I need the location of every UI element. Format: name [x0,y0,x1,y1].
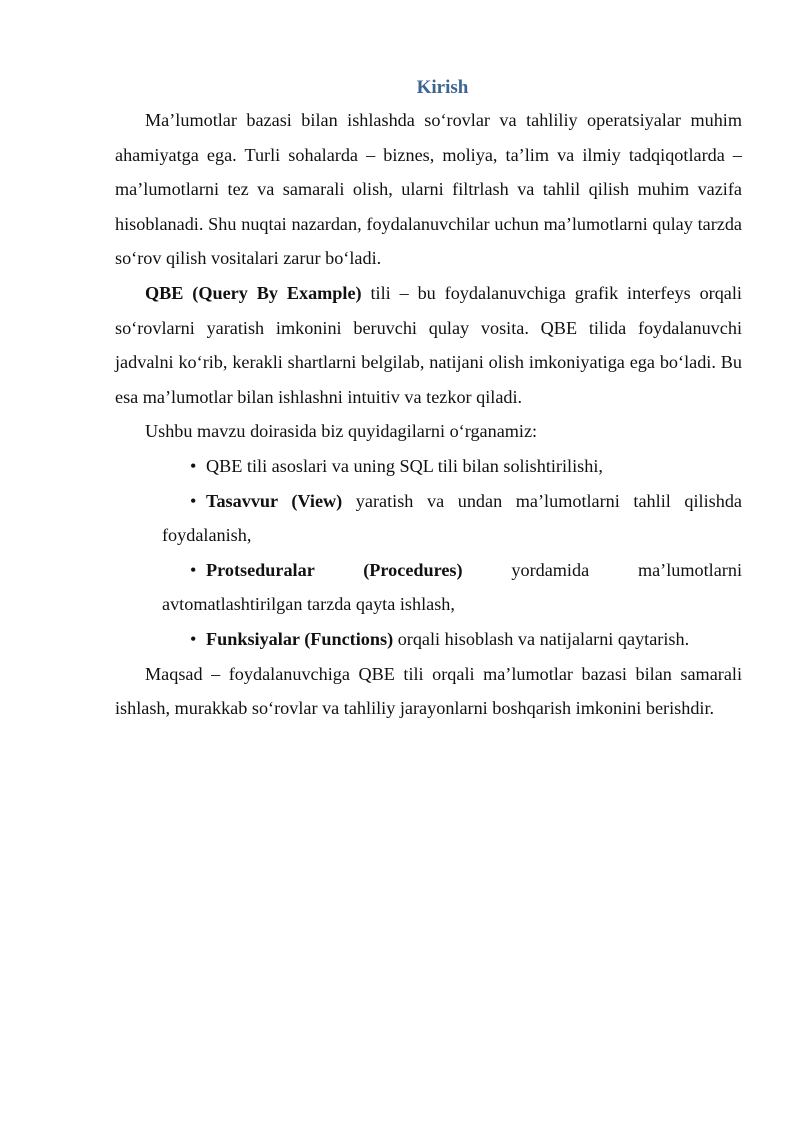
list-item [115,449,742,484]
qbe-description: tili – bu foydalanuvchiga grafik interfeys orqali so‘rovlarni yaratish imkonini beruvchi qulay vosita. QBE tilida foydalanuvchi jadvalni ko‘rib, kerakli shartlarni belgilab, natijani olish imkoniyatiga ega bo‘ladi. Bu esa ma’lumotlar bilan ishlashni intuitiv va tezkor qiladi. [115,282,742,407]
list-item-text: yordamida ma’lumotlarni avtomatlashtirilgan tarzda qayta ishlash, [162,559,742,615]
topics-list [115,449,742,657]
bullet-icon: • [190,559,197,580]
list-item [115,622,742,657]
qbe-term: QBE (Query By Example) [145,282,362,303]
topics-intro: Ushbu mavzu doirasida biz quyidagilarni o‘rganamiz: [145,421,538,442]
goal-paragraph: Maqsad – foydalanuvchiga QBE tili orqali ma’lumotlar bazasi bilan samarali ishlash, murakkab so‘rovlar va tahliliy jarayonlarni boshqarish imkonini berishdir. [115,663,742,719]
list-item [115,484,742,553]
bullet-icon: • [190,628,197,649]
intro-paragraph: Ma’lumotlar bazasi bilan ishlashda so‘rovlar va tahliliy operatsiyalar muhim ahamiyatga ega. Turli sohalarda – biznes, moliya, ta’lim va ilmiy tadqiqotlarda – ma’lumotlarni tez va samarali olish, ularni filtrlash va tahlil qilish muhim vazifa hisoblanadi. Shu nuqtai nazardan, foydalanuvchilar uchun ma’lumotlarni qulay tarzda so‘rov qilish vositalari zarur bo‘ladi. [115,110,742,269]
list-item-text: orqali hisoblash va natijalarni qaytarish. [393,628,690,649]
list-item [115,553,742,622]
document-page [115,74,742,726]
bullet-icon: • [190,455,197,476]
list-item-term: Tasavvur (View) [206,490,343,511]
bullet-icon: • [190,490,197,511]
list-item-text: yaratish va undan ma’lumotlarni tahlil qilishda foydalanish, [162,490,742,546]
list-item-term: Funksiyalar (Functions) [206,628,394,649]
section-heading: Kirish [416,77,469,98]
list-item-text: QBE tili asoslari va uning SQL tili bilan solishtirilishi, [206,455,603,476]
qbe-paragraph [115,276,742,414]
list-item-term: Protseduralar (Procedures) [206,559,463,580]
